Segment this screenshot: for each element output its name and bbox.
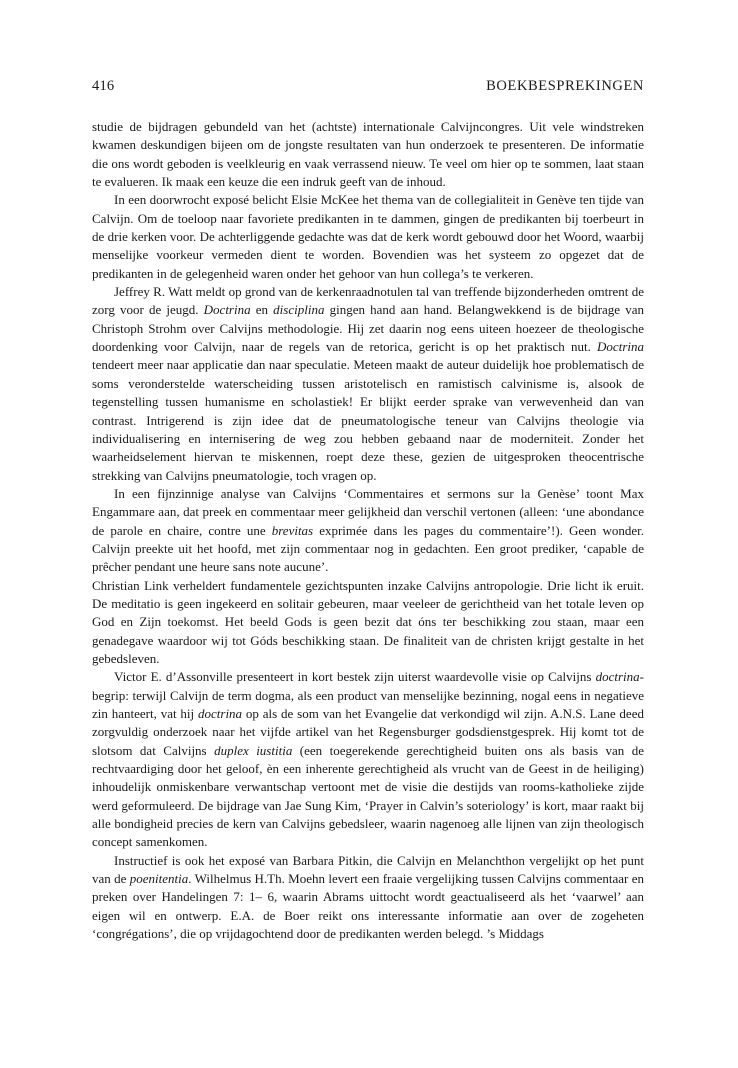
paragraph-1: studie de bijdragen gebundeld van het (achtste) internationale Calvijncongres. Uit vele windstreken kwamen deskundigen bijeen om de jongste resultaten van hun onderzoek te presenteren. De informatie die ons wordt geboden is veelkleurig en vaak verrassend nieuw. Te veel om hier op te sommen, laat staan te evalueren. Ik maak een keuze die een indruk geeft van de inhoud. xyxy=(92,119,644,190)
paragraph-6: Victor E. d’Assonville presenteert in kort bestek zijn uiterst waardevolle visie op Calvijns doctrina-begrip: terwijl Calvijn de term dogma, als een product van menselijke bezinning, nogal eens in negatieve zin hanteert, vat hij doctrina op als de som van het Evangelie dat verkondigd wil zijn. A.N.S. Lane deed zorgvuldig onderzoek naar het vijfde artikel van het Regensburger godsdienstgesprek. Hij komt tot de slotsom dat Calvijns duplex iustitia (een toegerekende gerechtigheid buiten ons als basis van de rechtvaardiging door het geloof, èn een inherente gerechtigheid als vrucht van de Geest in de heiliging) inhoudelijk onmiskenbare verwantschap vertoont met de visie die destijds van rooms-katholieke zijde werd geformuleerd. De bijdrage van Jae Sung Kim, ‘Prayer in Calvin’s soteriology’ is kort, maar raakt bij alle bondigheid precies de kern van Calvijns gebedsleer, waarin nagenoeg alle lijnen van zijn theologisch concept samenkomen. xyxy=(92,669,644,850)
running-head xyxy=(92,78,644,95)
paragraph-4: In een fijnzinnige analyse van Calvijns ‘Commentaires et sermons sur la Genèse’ toont Max Engammare aan, dat preek en commentaar meer gelijkheid dan verschil vertonen (alleen: ‘une abondance de parole en chaire, contre une brevitas exprimée dans les pages du commentaire’!). Geen wonder. Calvijn preekte uit het hoofd, met zijn commentaar nog in gedachten. Een groot prediker, ‘capable de prêcher pendant une heure sans note aucune’. xyxy=(92,485,644,575)
paragraph-5: Christian Link verheldert fundamentele gezichtspunten inzake Calvijns antropologie. Drie licht ik eruit. De meditatio is geen ingekeerd en solitair gebeuren, maar veeleer de gerichtheid van het totale leven op God en Zijn toekomst. Het beeld Gods is geen bezit dat óns ter beschikking zou staan, maar een genadegave waardoor wij tot Góds beschikking staan. De finaliteit van de christen krijgt gestalte in het gebedsleven. xyxy=(92,577,644,666)
review-body xyxy=(92,118,644,943)
page-number: 416 xyxy=(92,78,115,94)
paragraph-2: In een doorwrocht exposé belicht Elsie McKee het thema van de collegialiteit in Genève ten tijde van Calvijn. Om de toeloop naar favoriete predikanten in te dammen, gingen de predikanten bij toerbeurt in de drie kerken voor. De achterliggende gedachte was dat de kerk wordt gebouwd door het Woord, waarbij menselijke voorkeur vermeden dient te worden. Bovendien was het systeem zo opgezet dat de predikanten in de gelegenheid waren onder het gehoor van hun collega’s te verkeren. xyxy=(92,192,644,281)
book-review-page xyxy=(92,78,644,943)
section-title: BOEKBESPREKINGEN xyxy=(486,78,644,94)
paragraph-3: Jeffrey R. Watt meldt op grond van de kerkenraadnotulen tal van treffende bijzonderheden omtrent de zorg voor de jeugd. Doctrina en disciplina gingen hand aan hand. Belangwekkend is de bijdrage van Christoph Strohm over Calvijns methodologie. Hij zet daarin nog eens uiteen hoezeer de theologische doordenking voor Calvijn, naar de regels van de retorica, gericht is op het praktisch nut. Doctrina tendeert meer naar applicatie dan naar speculatie. Meteen maakt de auteur duidelijk hoe problematisch de soms veronderstelde waterscheiding tussen aristotelisch en ramistisch calvinisme is, alsook de tegenstelling tussen humanisme en scholastiek! Er blijkt eerder sprake van verwevenheid dan van contrast. Intrigerend is zijn idee dat de pneumatologische teneur van Calvijns theologie via individualisering en internisering de weg zou hebben gebaand naar de moderniteit. Zonder het waarheidselement hiervan te miskennen, roept deze these, gezien de uitgesproken theocentrische strekking van Calvijns pneumatologie, toch vragen op. xyxy=(92,284,644,483)
paragraph-7: Instructief is ook het exposé van Barbara Pitkin, die Calvijn en Melanchthon vergelijkt op het punt van de poenitentia. Wilhelmus H.Th. Moehn levert een fraaie vergelijking tussen Calvijns commentaar en preken over Handelingen 7: 1– 6, waarin Abrams uittocht wordt geactualiseerd als het ‘vaarwel’ aan eigen wil en ontwerp. E.A. de Boer reikt ons interessante informatie aan over de zogeheten ‘congrégations’, die op vrijdagochtend door de predikanten werden belegd. ’s Middags xyxy=(92,852,644,942)
